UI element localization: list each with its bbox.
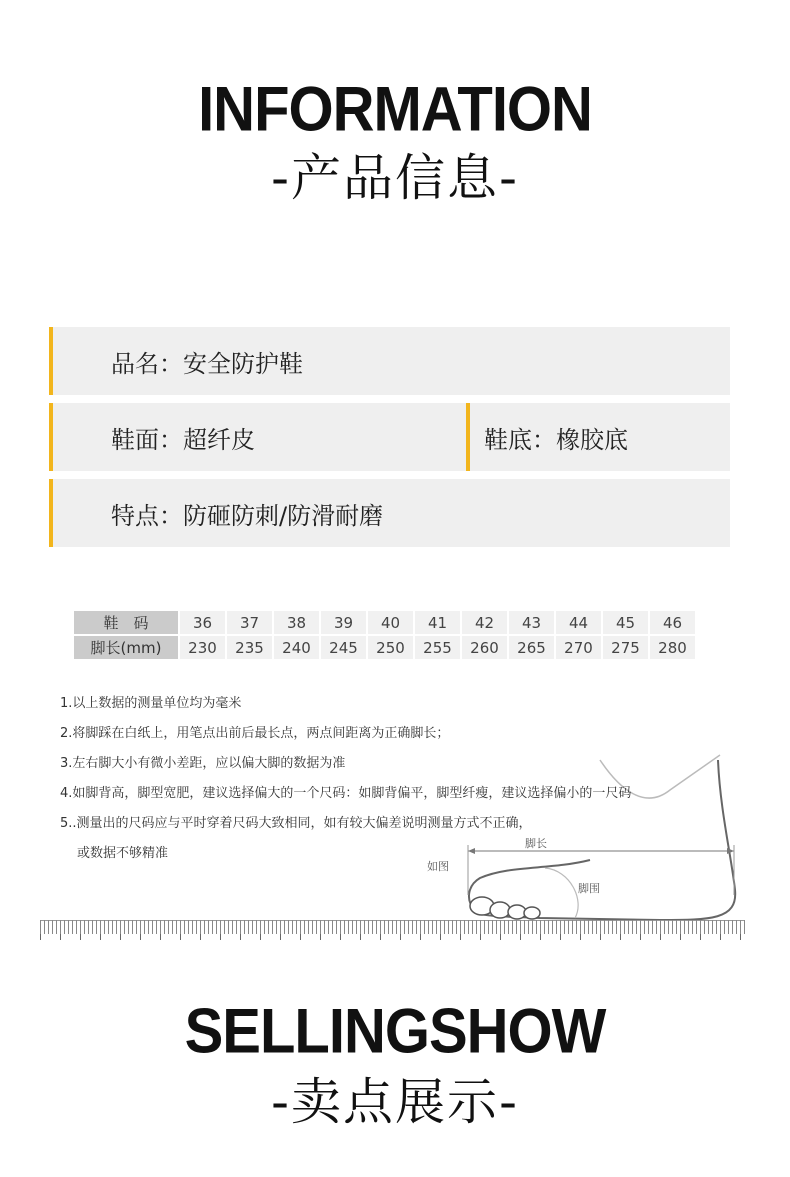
length-cell: 245 xyxy=(321,636,366,659)
size-cell: 37 xyxy=(227,611,272,634)
length-cell: 260 xyxy=(462,636,507,659)
size-cell: 36 xyxy=(180,611,225,634)
sole-material-bar xyxy=(466,403,730,471)
size-cell: 38 xyxy=(274,611,319,634)
length-cell: 265 xyxy=(509,636,554,659)
size-table xyxy=(72,609,697,661)
upper-material-bar xyxy=(49,403,467,471)
product-name: 品名：安全防护鞋 xyxy=(111,349,303,378)
toe xyxy=(508,905,526,919)
length-cell: 280 xyxy=(650,636,695,659)
length-cell: 275 xyxy=(603,636,648,659)
size-cell: 44 xyxy=(556,611,601,634)
length-cell: 240 xyxy=(274,636,319,659)
girth-curve xyxy=(545,868,578,918)
size-cell: 46 xyxy=(650,611,695,634)
sellingshow-title: SELLINGSHOW xyxy=(184,996,606,1067)
foot-girth-label: 脚围 xyxy=(578,882,600,895)
size-cell: 43 xyxy=(509,611,554,634)
sellingshow-subtitle: -卖点展示- xyxy=(270,1073,520,1131)
information-subtitle: -产品信息- xyxy=(270,149,520,207)
ruler xyxy=(40,920,745,934)
ruler-major-ticks xyxy=(40,934,745,940)
length-cell: 250 xyxy=(368,636,413,659)
note-2: 2.将脚踩在白纸上，用笔点出前后最长点，两点间距离为正确脚长； xyxy=(60,726,450,741)
sole-material: 鞋底：橡胶底 xyxy=(484,425,628,454)
size-cell: 41 xyxy=(415,611,460,634)
size-row xyxy=(74,611,695,634)
note-4: 4.如脚背高，脚型宽肥，建议选择偏大的一个尺码：如脚背偏平，脚型纤瘦，建议选择偏小的一尺码 xyxy=(60,786,632,801)
product-features: 特点：防砸防刺/防滑耐磨 xyxy=(111,501,384,530)
foot-diagram xyxy=(420,750,750,930)
toe xyxy=(490,902,510,918)
note-5-continued: 或数据不够精准 xyxy=(77,846,169,861)
product-name-bar xyxy=(49,327,730,395)
note-5: 5..测量出的尺码应与平时穿着尺码大致相同，如有较大偏差说明测量方式不正确， xyxy=(60,816,532,831)
length-cell: 270 xyxy=(556,636,601,659)
toe xyxy=(524,907,540,919)
note-1: 1.以上数据的测量单位均为毫米 xyxy=(60,696,242,711)
length-row-header: 脚长(mm) xyxy=(74,636,178,659)
length-cell: 230 xyxy=(180,636,225,659)
length-cell: 235 xyxy=(227,636,272,659)
arrow-head-left xyxy=(468,848,475,854)
example-label: 如图 xyxy=(427,860,449,873)
size-cell: 45 xyxy=(603,611,648,634)
note-3: 3.左右脚大小有微小差距，应以偏大脚的数据为准 xyxy=(60,756,346,771)
length-row xyxy=(74,636,695,659)
information-title: INFORMATION xyxy=(198,74,592,145)
size-cell: 40 xyxy=(368,611,413,634)
upper-material: 鞋面：超纤皮 xyxy=(111,425,255,454)
size-cell: 39 xyxy=(321,611,366,634)
size-row-header: 鞋 码 xyxy=(74,611,178,634)
foot-length-label: 脚长 xyxy=(525,837,547,850)
length-cell: 255 xyxy=(415,636,460,659)
size-cell: 42 xyxy=(462,611,507,634)
features-bar xyxy=(49,479,730,547)
